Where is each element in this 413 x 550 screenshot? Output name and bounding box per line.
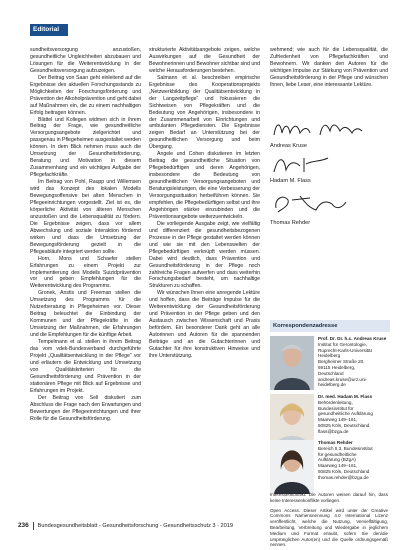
paragraph: Horn, Mons und Schaefer stellen Erfahrungen zu einem Projekt zur Implementierung des Modells Suizidprävention vor und geben Empfehlungen für die Weiterentwicklung des Programms. xyxy=(30,255,141,290)
paragraph: Blättel und Kollegen widmen sich in ihrem Beitrag der Frage, wie gesundheitliche Versorgungsangebote zielgerichtet und passgenau in Pflegeheimen ausgestaltet werden können. In dem Blick nehmen muss auch die Umsetzung der Gesundheitsförderung, Beratung und Motivation in diesem Zusammenhang und ein wichtiges Aufgabe der Pflegefachkräfte. xyxy=(30,116,141,179)
conflict-note: Interessenkonflikt. Die Autoren weisen darauf hin, dass keine Interessenkonflikte vorliegen. xyxy=(270,492,388,503)
paragraph: Gronek, Anstis und Freeman stellen die Umsetzung des Programms für die Nutzerberatung in Pflegeheimen vor. Dieser Beitrag beleuchtet die Einbindung der Kommunen und der Pflegekräfte in die Umsetzung der Maßnahmen, die Erfahrungen und die Empfehlungen für die künftige Arbeit. xyxy=(30,290,141,339)
paragraph: wehmend; wie auch für die Lebensqualität, die Zufriedenheit von Pflegefachkräften und Bewohnern. Wir danken den Autoren für die wichtigen Impulse zur Stärkung von Prävention und Gesundheitsförderung in der Pflege und wünschen Ihnen, liebe Leser, eine interessante Lektüre. xyxy=(270,47,388,88)
paragraph: Der Beitrag von Saan geht einleitend auf die Ergebnisse des aktuellen Forschungsstands zu Möglichkeiten der Forschungsförderung und Prävention der Alkoholprävention und geht dabei auf Maßnahmen ein, die zu einem nachhaltigen Erfolg beitragen können. xyxy=(30,74,141,116)
journal-title: Bundesgesundheitsblatt - Gesundheitsforschung - Gesundheitsschutz 3 · 2019 xyxy=(37,523,233,529)
correspondence-heading: Korrespondenzadresse xyxy=(270,320,390,332)
column-3 xyxy=(270,47,388,89)
footnotes xyxy=(270,492,388,548)
paragraph: Angele und Cohen diskutieren im letzten Beitrag die gesundheitliche Situation von Pflegebedürftigen und deren Angehörigen, insbesondere die Bedeutung von gesundheitlichen Versorgungsangeboten und Beratungsleistungen, die eine Verbesserung der Versorgungssituation herbeiführen können. Sie empfehlen, die Pflegebedürftigen selbst und ihre Angehörigen stärker einzubinden und die Präventionsangebote weiterzuentwickeln. xyxy=(149,151,260,220)
paragraph: Die vorliegende Ausgabe zeigt, wie vielfältig und differenziert die gesundheitsbezogenen Prozesse in der Pflege gestaltet werden können und wie sie mit den Lebenswelten der Pflegebedürftigen verknüpft werden müssen. Dabei wird deutlich, dass Prävention und Gesundheitsförderung in der Pflege noch zahlreiche Fragen aufwerfen und dass weiterhin Forschungsbedarf besteht, um nachhaltige Strukturen zu schaffen. xyxy=(149,220,260,290)
paragraph: Wir wünschen Ihnen eine anregende Lektüre und hoffen, dass die Beiträge Impulse für die Weiterentwicklung der Gesundheitsförderung und Prävention in der Pflege geben und den Austausch zwischen Wissenschaft und Praxis befördern. Ein besonderer Dank geht an alle Autorinnen und Autoren für die spannenden Beiträge und an die Gutachterinnen und Gutachter für ihre konstruktiven Hinweise und ihre Unterstützung. xyxy=(149,290,260,359)
author-entry xyxy=(270,440,390,496)
license-note: Open Access. Dieser Artikel wird unter der Creative Commons Namensnennung 4.0 International Lizenz veröffentlicht, welche die Nutzung, Vervielfältigung, Bearbeitung, Verbreitung und Wiedergabe in jeglichem Medium und Format erlaubt, sofern Sie den/die ursprünglichen Autor(en) und die Quelle ordnungsgemäß nennen. xyxy=(270,507,388,548)
paragraph: Tempelmann et al. stellen in ihrem Beitrag das vom vdek-Bundesverband durchgeführte Projekt „Qualitätsentwicklung in der Pflege“ vor und erläutern die Entwicklung und Umsetzung von Qualitätskriterien für die Gesundheitsförderung und Prävention in der stationären Pflege mit Blick auf Ergebnisse und Erfahrungen im Projekt. xyxy=(30,339,141,394)
paragraph: Salmann et al. beschreiben empirische Ergebnisse des Kooperationsprojekts „Netzwerkbildung der Qualitätsentwicklung in der Langzeitpflege“ und fokussieren die Sichtweisen von Pflegekräften und die Bedeutung von Angehörigen, insbesondere in der Zusammenarbeit von Einrichtungen und ambulanten Pflegediensten. Die Ergebnisse zeigen Bedarf an Unterstützung bei der gesundheitlichen Versorgung und beim Übergang. xyxy=(149,74,260,151)
author-photo xyxy=(270,440,314,494)
column-1 xyxy=(30,47,141,422)
paragraph: Der Beitrag von Sell diskutiert zum Abschluss die Frage nach den Erwartungen und Bewertungen der Pflegeeinrichtungen und ihrer Rolle für die Gesundheitsförderung. xyxy=(30,394,141,422)
column-2 xyxy=(149,47,260,360)
paragraph: strukturierte Aktivitätsangebote zeigen, welche Auswirkungen auf die Gesundheit der Bewohnerinnen und Bewohner sichtbar sind und welche Herausforderungen bestehen. xyxy=(149,47,260,74)
page-footer xyxy=(18,520,398,532)
paragraph: Im Beitrag von Pohl, Raupp und Willemsen wird das Konzept des lokalen Modells Bewegungsoffensive bei alten Menschen in Pflegeeinrichtungen vorgestellt. Ziel ist es, die körperliche Aktivität von älteren Menschen anzustoßen und die Lebensqualität zu fördern. Die Ergebnisse zeigen, dass vor allem Abwechslung und soziale Interaktion fördernd wirken und dass die Umsetzung der Bewegungsförderung gezielt in die Pflegeabläufe integriert werden sollte. xyxy=(30,179,141,255)
signature-kruse xyxy=(270,115,388,141)
author-photo xyxy=(270,336,314,390)
page-number: 236 xyxy=(18,522,29,529)
section-tag: Editorial xyxy=(30,24,68,36)
signature-rehder xyxy=(270,190,388,216)
signature-name: Andreas Kruse xyxy=(270,143,308,149)
paragraph: sundheitsversorgung anzustoßen, gesundheitliche Ungleichheiten abzubauen und Lösungen für die Weiterentwicklung in der Gesundheitsversorgung aufzuzeigen. xyxy=(30,47,141,74)
author-address: Prof. Dr. Dr. h.c. Andreas Kruse Institut für Gerontologie, Ruprecht-Karls-Universität Heidelberg Bergheimer Straße 20, 69115 Heidelberg, Deutschland andreas.kruse@urz.uni- heidelberg.de xyxy=(318,336,387,388)
signature-name: Hadam M. Flass xyxy=(270,178,311,184)
author-address: Dr. med. Hadam M. Flass Behördenleitung, Bundesinstitut für gesundheitliche Aufklärung Maarweg 149–161, 50825 Köln, Deutschland flass@bzga.de xyxy=(318,394,373,434)
author-entry xyxy=(270,336,390,392)
footer-divider xyxy=(33,522,34,530)
author-address: Thomas Rehder Bereich II.3, Bundesinstitut für gesundheitliche Aufklärung (BZgA) Maarweg 149–161, 50825 Köln, Deutschland thomas.rehder@bzga.de xyxy=(318,440,373,480)
signature-flass xyxy=(270,150,388,176)
signature-name: Thomas Rehder xyxy=(270,220,311,226)
